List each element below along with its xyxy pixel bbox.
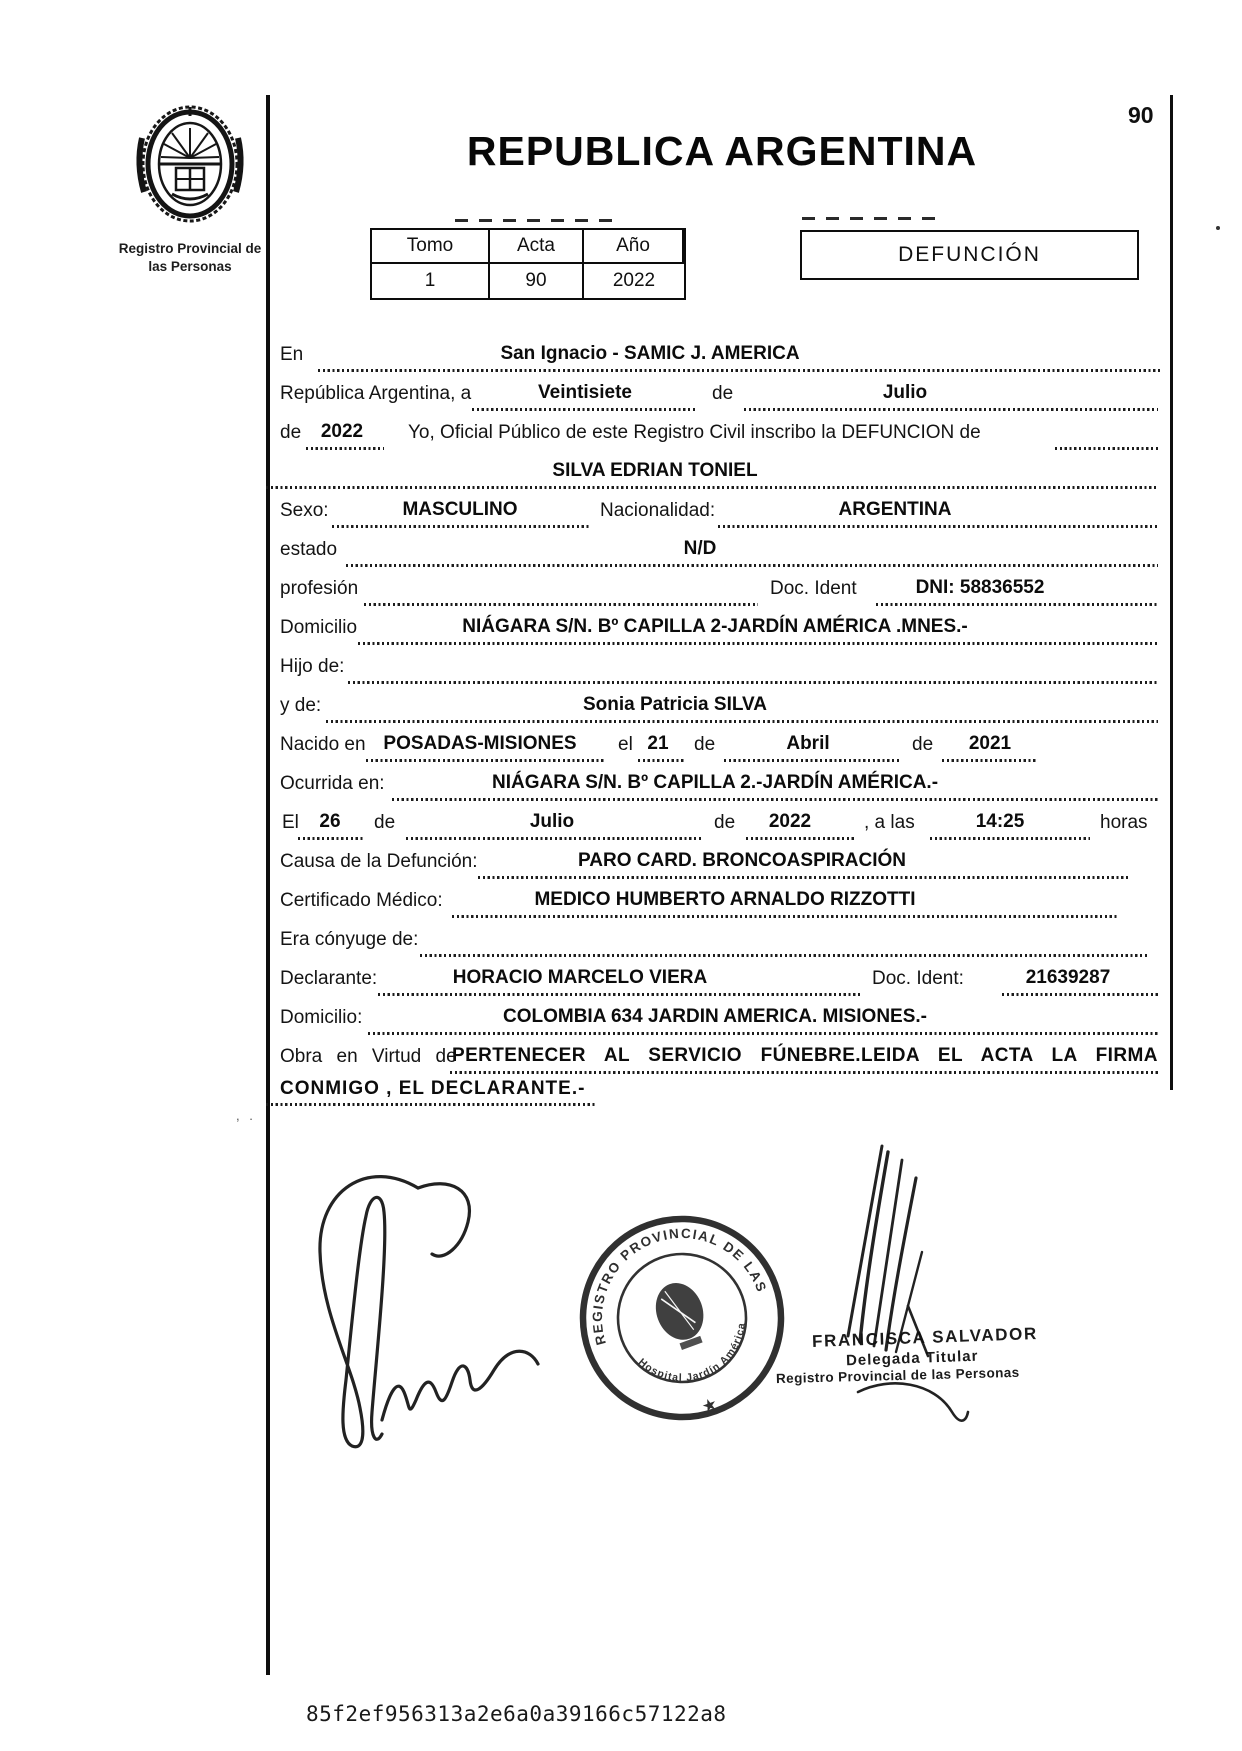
obra-value-line1: PERTENECER AL SERVICIO FÚNEBRE.LEIDA EL ACTA LA FIRMA — [452, 1045, 1158, 1066]
el2-label: El — [282, 812, 299, 833]
scan-dash-box — [802, 217, 942, 220]
acta-table — [370, 228, 686, 300]
domicilio-value: NIÁGARA S/N. Bº CAPILLA 2-JARDÍN AMÉRICA .MNES.- — [462, 616, 968, 637]
sex-value: MASCULINO — [402, 499, 518, 520]
registry-stamp — [511, 1193, 807, 1443]
death-day: 26 — [319, 811, 341, 832]
death-time: 14:25 — [975, 811, 1025, 832]
registration-year: 2022 — [320, 421, 364, 442]
seal-caption-line1: Registro Provincial de — [118, 241, 262, 256]
sex-label: Sexo: — [280, 500, 329, 521]
doc-ident-label: Doc. Ident — [770, 578, 857, 599]
declarante-doc-value: 21639287 — [1025, 967, 1111, 988]
declarant-signature — [290, 1150, 580, 1470]
official-title: Delegada Titular — [845, 1347, 979, 1370]
acta-tomo-value: 1 — [372, 264, 490, 298]
de-word-3: de — [694, 734, 716, 755]
official-signature — [830, 1130, 1000, 1440]
causa-label: Causa de la Defunción: — [280, 851, 478, 872]
certificado-value: MEDICO HUMBERTO ARNALDO RIZZOTTI — [534, 889, 916, 910]
document-title: REPUBLICA ARGENTINA — [466, 128, 978, 174]
obra-value-line2: CONMIGO , EL DECLARANTE.- — [280, 1078, 586, 1099]
birth-year: 2021 — [968, 733, 1012, 754]
death-month: Julio — [529, 811, 575, 832]
seal-caption-line2: las Personas — [148, 259, 232, 274]
el-label: el — [618, 734, 633, 755]
acta-col-tomo: Tomo — [372, 230, 490, 264]
birth-month: Abril — [786, 733, 830, 754]
obra-label: Obra en Virtud de — [280, 1046, 457, 1067]
doc-ident-value: DNI: 58836552 — [915, 577, 1045, 598]
de-word-1: de — [712, 383, 734, 404]
y-de-label: y de: — [280, 695, 322, 716]
certificado-label: Certificado Médico: — [280, 890, 443, 911]
profesion-label: profesión — [280, 578, 359, 599]
acta-col-acta: Acta — [490, 230, 584, 264]
scan-dash-table — [455, 219, 615, 222]
de-word-2: de — [280, 422, 302, 443]
domicilio2-label: Domicilio: — [280, 1007, 363, 1028]
place-label: En — [280, 344, 304, 365]
left-page-border — [266, 95, 270, 1675]
stamp-rim-text: REGISTRO PROVINCIAL DE LAS PERSONAS — [511, 1225, 770, 1347]
scan-stray-mark: , . — [236, 1108, 256, 1123]
causa-value: PARO CARD. BRONCOASPIRACIÓN — [578, 850, 906, 871]
acta-acta-value: 90 — [490, 264, 584, 298]
stamp-star-icon: ★ — [699, 1393, 720, 1417]
nationality-value: ARGENTINA — [838, 499, 952, 520]
provincial-seal-icon — [128, 100, 252, 232]
death-place: NIÁGARA S/N. Bº CAPILLA 2.-JARDÍN AMÉRICA.- — [491, 772, 939, 793]
registration-day: Veintisiete — [538, 382, 632, 403]
death-year: 2022 — [768, 811, 812, 832]
ocurrida-label: Ocurrida en: — [280, 773, 385, 794]
nacido-label: Nacido en — [280, 734, 366, 755]
de-word-4: de — [912, 734, 934, 755]
declarante-doc-label: Doc. Ident: — [872, 968, 964, 989]
hijo-label: Hijo de: — [280, 656, 345, 677]
page-number: 90 — [1128, 102, 1154, 128]
officer-text: Yo, Oficial Público de este Registro Civil inscribo la DEFUNCION de — [408, 422, 981, 443]
document-type-box — [800, 230, 1139, 280]
birth-place: POSADAS-MISIONES — [383, 733, 577, 754]
domicilio2-value: COLOMBIA 634 JARDIN AMERICA. MISIONES.- — [502, 1006, 928, 1027]
document-type-label: DEFUNCIÓN — [898, 243, 1041, 266]
nationality-label: Nacionalidad: — [600, 500, 716, 521]
declarante-label: Declarante: — [280, 968, 378, 989]
official-org: Registro Provincial de las Personas — [775, 1364, 1020, 1387]
acta-col-anio: Año — [584, 230, 684, 264]
birth-day: 21 — [647, 733, 669, 754]
de-word-6: de — [714, 812, 736, 833]
mother-name: Sonia Patricia SILVA — [582, 694, 768, 715]
horas-label: horas — [1100, 812, 1148, 833]
ink-dot — [1216, 226, 1220, 230]
acta-anio-value: 2022 — [612, 270, 656, 291]
declarante-value: HORACIO MARCELO VIERA — [452, 967, 708, 988]
registration-month: Julio — [882, 382, 928, 403]
official-name: FRANCISCA SALVADOR — [811, 1324, 1039, 1351]
conyuge-label: Era cónyuge de: — [280, 929, 419, 950]
right-page-border — [1170, 95, 1173, 1090]
country-label: República Argentina, a — [280, 383, 472, 404]
estado-label: estado — [280, 539, 338, 560]
place-value: San Ignacio - SAMIC J. AMERICA — [500, 343, 800, 364]
domicilio-label: Domicilio — [280, 617, 358, 638]
deceased-name: SILVA EDRIAN TONIEL — [552, 460, 758, 481]
seal-caption — [119, 240, 262, 276]
stamp-inner-text: Hospital Jardín América — [635, 1321, 748, 1385]
estado-value: N/D — [683, 538, 717, 559]
de-word-5: de — [374, 812, 396, 833]
document-hash: 85f2ef956313a2e6a0a39166c57122a8 — [306, 1702, 727, 1726]
a-las-label: , a las — [864, 812, 915, 833]
